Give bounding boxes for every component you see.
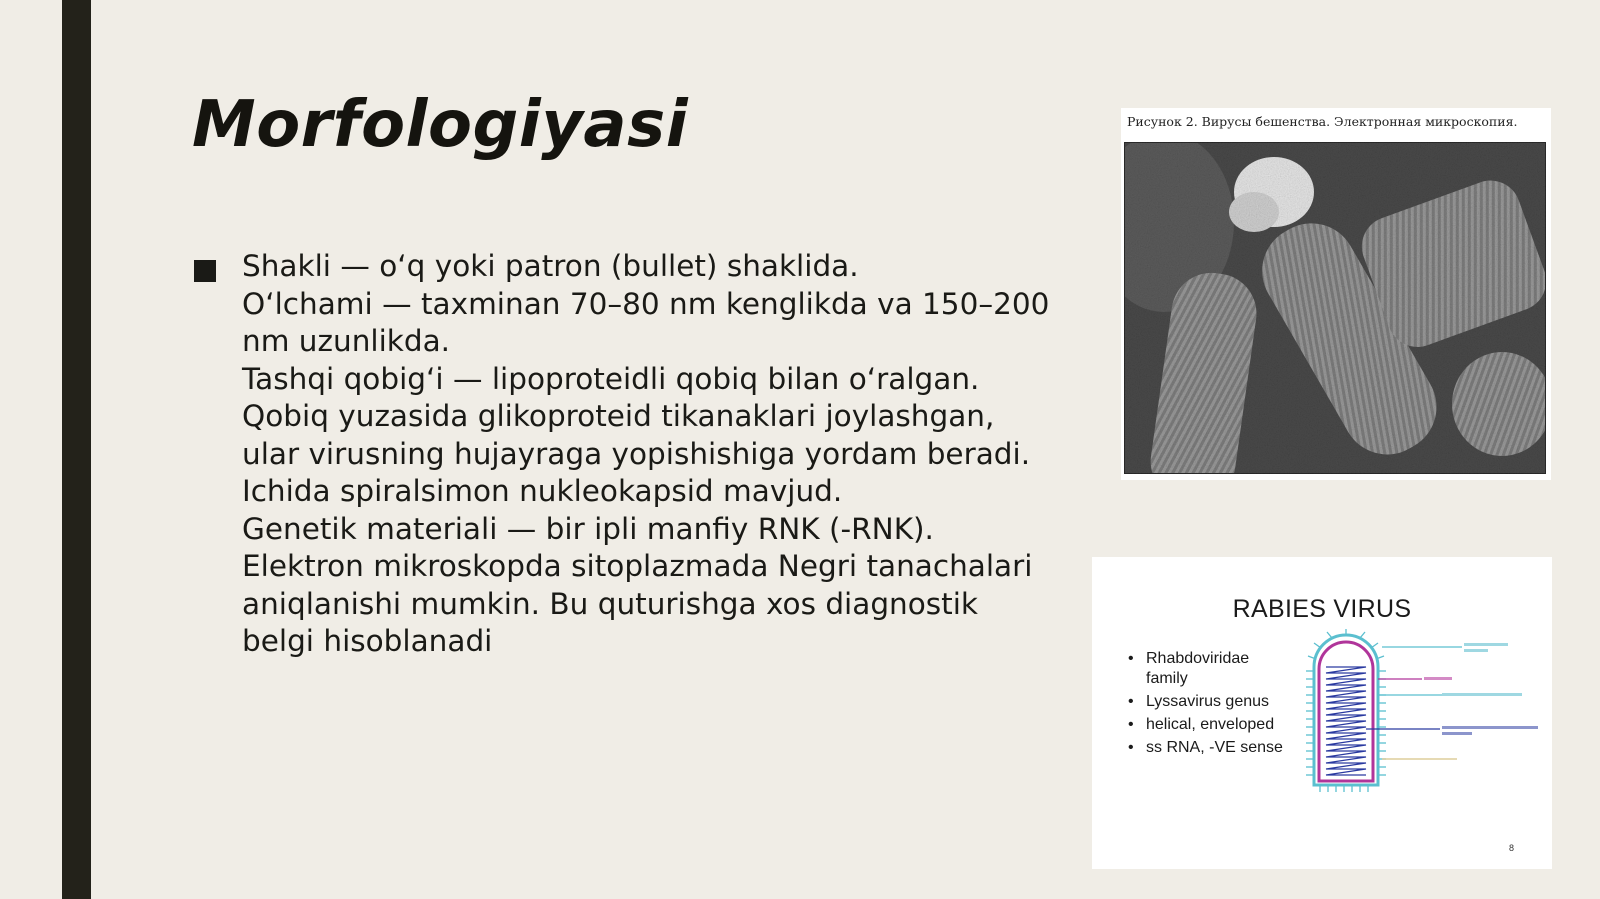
bullet-line: Qobiq yuzasida glikoproteid tikanaklari joylashgan, bbox=[242, 399, 995, 433]
bullet-line: belgi hisoblanadi bbox=[242, 624, 493, 658]
slide-title: Morfologiyasi bbox=[192, 88, 689, 162]
bullet-line: Ichida spiralsimon nukleokapsid mavjud. bbox=[242, 474, 843, 508]
bullet-line: aniqlanishi mumkin. Bu quturishga xos diagnostik bbox=[242, 586, 979, 621]
bullet-line: Tashqi qobigʻi — lipoproteidli qobiq bilan oʻralgan. bbox=[242, 361, 980, 396]
rabies-diagram bbox=[1092, 557, 1552, 869]
micrograph-caption: Рисунок 2. Вирусы бешенства. Электронная микроскопия. bbox=[1127, 114, 1518, 129]
label-text-marks bbox=[1424, 643, 1538, 735]
bullet-line: nm uzunlikda. bbox=[242, 324, 451, 358]
diagram-fact: • helical, enveloped bbox=[1128, 715, 1283, 735]
bullet-line: Genetik materiali — bir ipli manfiy RNK (-RNK). bbox=[242, 511, 934, 546]
bullet-list bbox=[194, 248, 1074, 661]
bullet-line: Elektron mikroskopda sitoplazmada Negri tanachalari bbox=[242, 549, 1033, 583]
diagram-fact-list bbox=[1128, 649, 1283, 761]
bullet-line: ular virusning hujayraga yopishishiga yordam beradi. bbox=[242, 436, 1031, 471]
diagram-title: RABIES VIRUS bbox=[1232, 595, 1412, 623]
diagram-fact: • Lyssavirus genus bbox=[1128, 692, 1283, 712]
bullet-line: Oʻlchami — taxminan 70–80 nm kenglikda va 150–200 bbox=[242, 286, 1050, 321]
diagram-fact: • Rhabdoviridae family bbox=[1128, 649, 1283, 689]
left-accent-bar bbox=[62, 0, 91, 899]
micrograph-figure bbox=[1121, 108, 1551, 480]
page-number: 8 bbox=[1508, 843, 1514, 853]
bullet-square-icon bbox=[194, 260, 216, 282]
diagram-fact: • ss RNA, -VE sense bbox=[1128, 738, 1283, 758]
micrograph-image bbox=[1124, 142, 1546, 474]
bullet-text bbox=[242, 248, 1074, 661]
label-leader-lines bbox=[1366, 647, 1522, 759]
bullet-line: Shakli — oʻq yoki patron (bullet) shaklida. bbox=[242, 249, 859, 283]
virion-structure-illustration bbox=[1292, 629, 1552, 809]
